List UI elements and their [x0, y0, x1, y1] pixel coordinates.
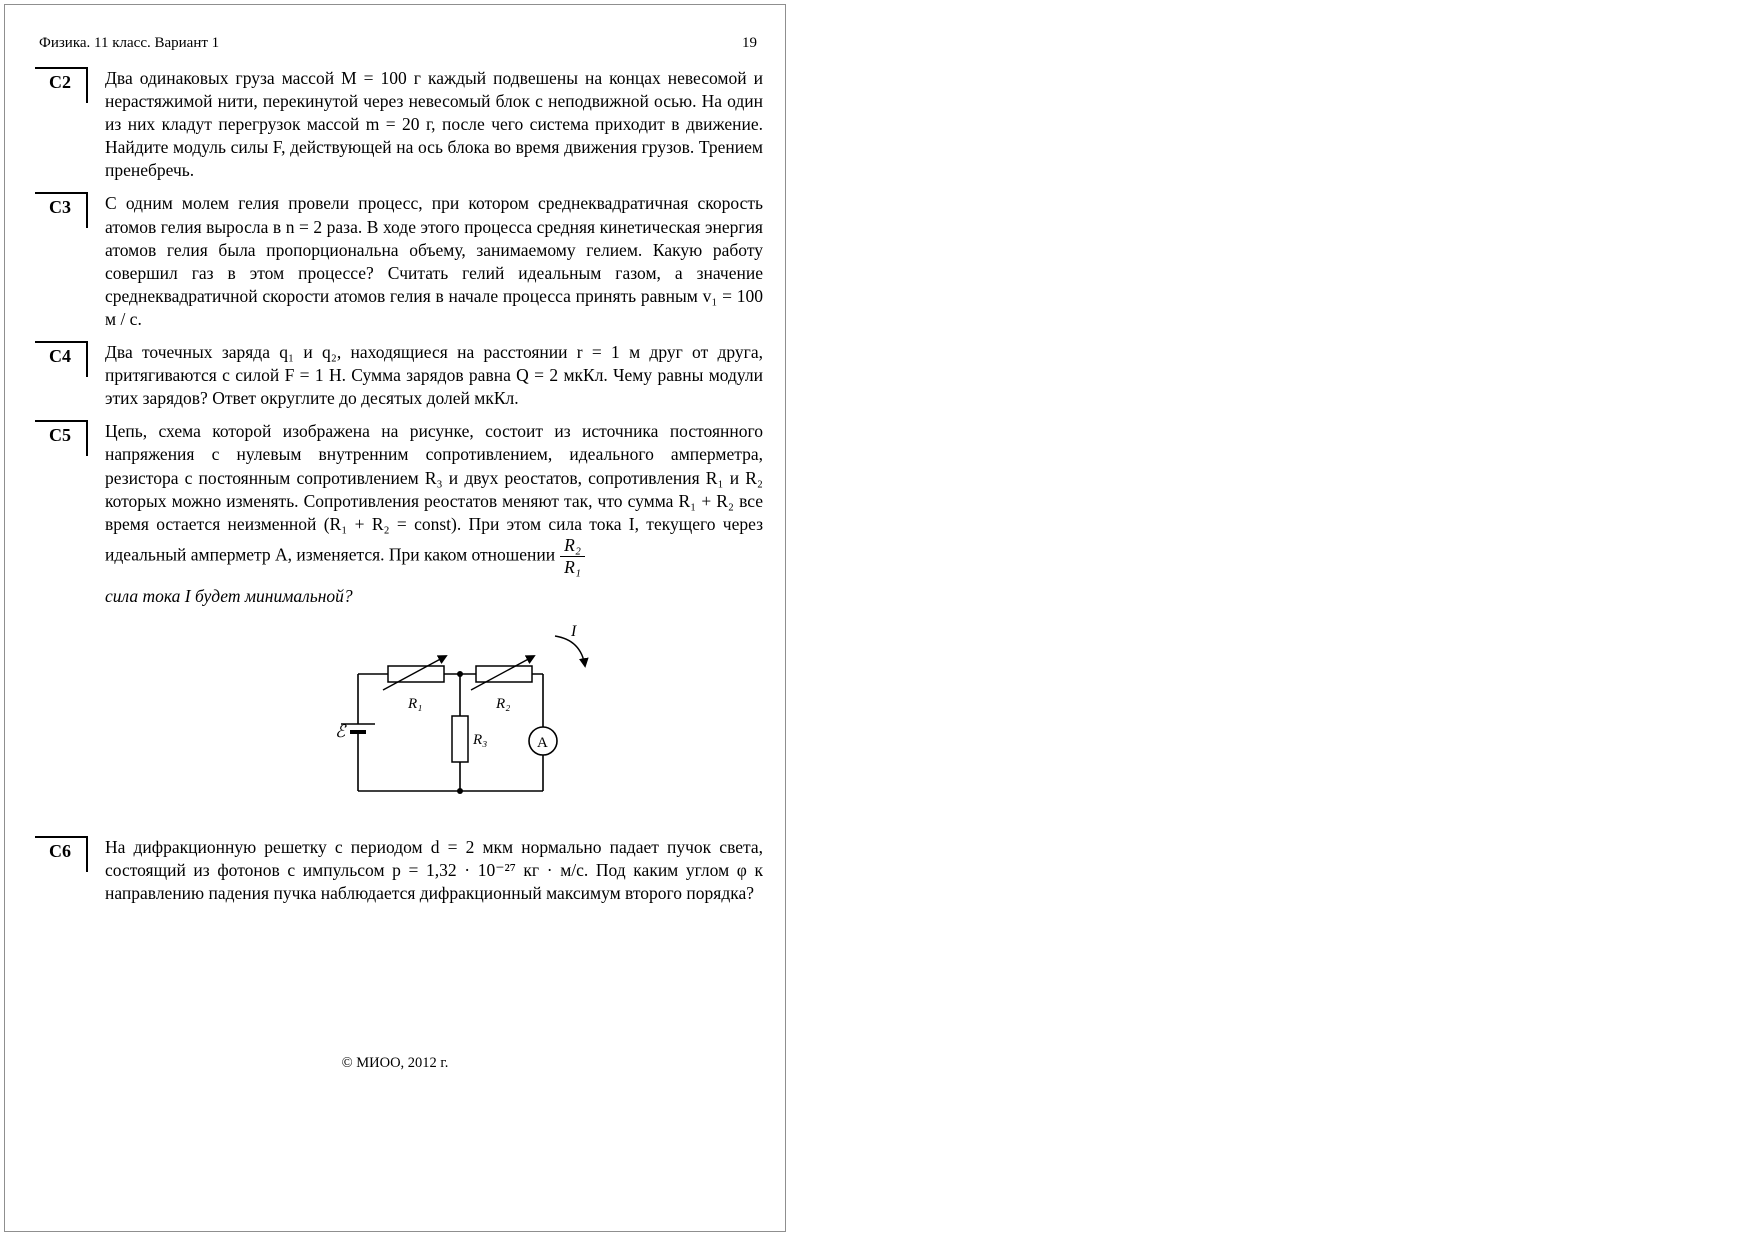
problem-c6-label-col [35, 836, 105, 872]
page-footer: © МИОО, 2012 г. [341, 1055, 449, 1071]
document-page [4, 4, 786, 1232]
circuit-diagram [333, 624, 633, 816]
node-bottom-junction [457, 788, 463, 794]
problem-c6-label: С6 [35, 836, 88, 872]
rheostat-r1-body [388, 666, 444, 682]
circuit-figure [333, 624, 763, 822]
problem-c5-ratio-fraction [560, 536, 585, 577]
problem-c3 [35, 192, 763, 331]
problem-c2 [35, 67, 763, 182]
problem-c6-text: На дифракционную решетку с периодом d = 2 мкм нормально падает пучок света, состоящий из фотонов с импульсом p = 1,32 · 10⁻²⁷ кг · м/с. Под каким углом φ к направлению падения пучка наблюдается дифракционный максимум второго порядка? [105, 836, 763, 903]
emf-label: ℰ [335, 721, 346, 741]
problem-c5-label-col [35, 420, 105, 456]
problem-c4-label-col [35, 341, 105, 377]
current-direction-arrow [555, 636, 585, 666]
problem-c4 [35, 341, 763, 410]
problem-c2-label: С2 [35, 67, 88, 103]
problem-c5-body: Цепь, схема которой изображена на рисунке, состоит из источника постоянного напряжения с нулевым внутренним сопротивлением, идеального амперметра, резистора с постоянным сопротивлением R₃ и двух реостатов, сопротивления R₁ и R₂ которых можно изменять. Сопротивления реостатов меняют так, что сумма R₁ + R₂ все время остается неизменной (R₁ + R₂ = const). При этом сила тока I, текущего через идеальный амперметр А, изменяется. При каком отношении [105, 421, 763, 565]
page-number: 19 [742, 35, 757, 51]
problem-c2-text: Два одинаковых груза массой M = 100 г каждый подвешены на концах невесомой и нерастяжимой нити, перекинутой через невесомый блок с неподвижной осью. На один из них кладут перегрузок массой m = 20 г, после чего система приходит в движение. Найдите модуль силы F, действующей на ось блока во время движения грузов. Трением пренебречь. [105, 68, 763, 181]
rheostat-r2-body [476, 666, 532, 682]
problem-c3-text: С одним молем гелия провели процесс, при котором среднеквадратичная скорость атомов гелия выросла в n = 2 раза. В ходе этого процесса средняя кинетическая энергия атомов гелия была пропорциональна объему, занимаемому гелием. Какую работу совершил газ в этом процессе? Считать гелий идеальным газом, а значение среднеквадратичной скорости атомов гелия в начале процесса принять равным v₁ = 100 м / с. [105, 193, 763, 329]
problem-c3-label-col [35, 192, 105, 228]
header-title: Физика. 11 класс. Вариант 1 [39, 35, 220, 51]
resistor-r3-body [452, 716, 468, 762]
problem-c5-text [105, 420, 763, 825]
problem-c6 [35, 836, 763, 905]
page-header [39, 35, 757, 52]
problem-c3-label: С3 [35, 192, 88, 228]
current-label: I [571, 623, 577, 640]
fraction-denominator: R₁ [564, 556, 581, 577]
node-top-junction [457, 671, 463, 677]
page-content [35, 67, 763, 915]
problem-c5-label: С5 [35, 420, 88, 456]
r3-label: R₃ [473, 731, 488, 748]
ammeter-label: A [537, 734, 548, 751]
problem-c2-label-col [35, 67, 105, 103]
problem-c5 [35, 420, 763, 825]
fraction-numerator: R₂ [560, 536, 585, 557]
r1-label: R₁ [408, 695, 423, 712]
problem-c4-text: Два точечных заряда q₁ и q₂, находящиеся на расстоянии r = 1 м друг от друга, притягиваются с силой F = 1 Н. Сумма зарядов равна Q = 2 мкКл. Чему равны модули этих зарядов? Ответ округлите до десятых долей мкКл. [105, 342, 763, 409]
problem-c4-label: С4 [35, 341, 88, 377]
r2-label: R₂ [496, 695, 511, 712]
problem-c5-question: сила тока I будет минимальной? [105, 585, 353, 606]
